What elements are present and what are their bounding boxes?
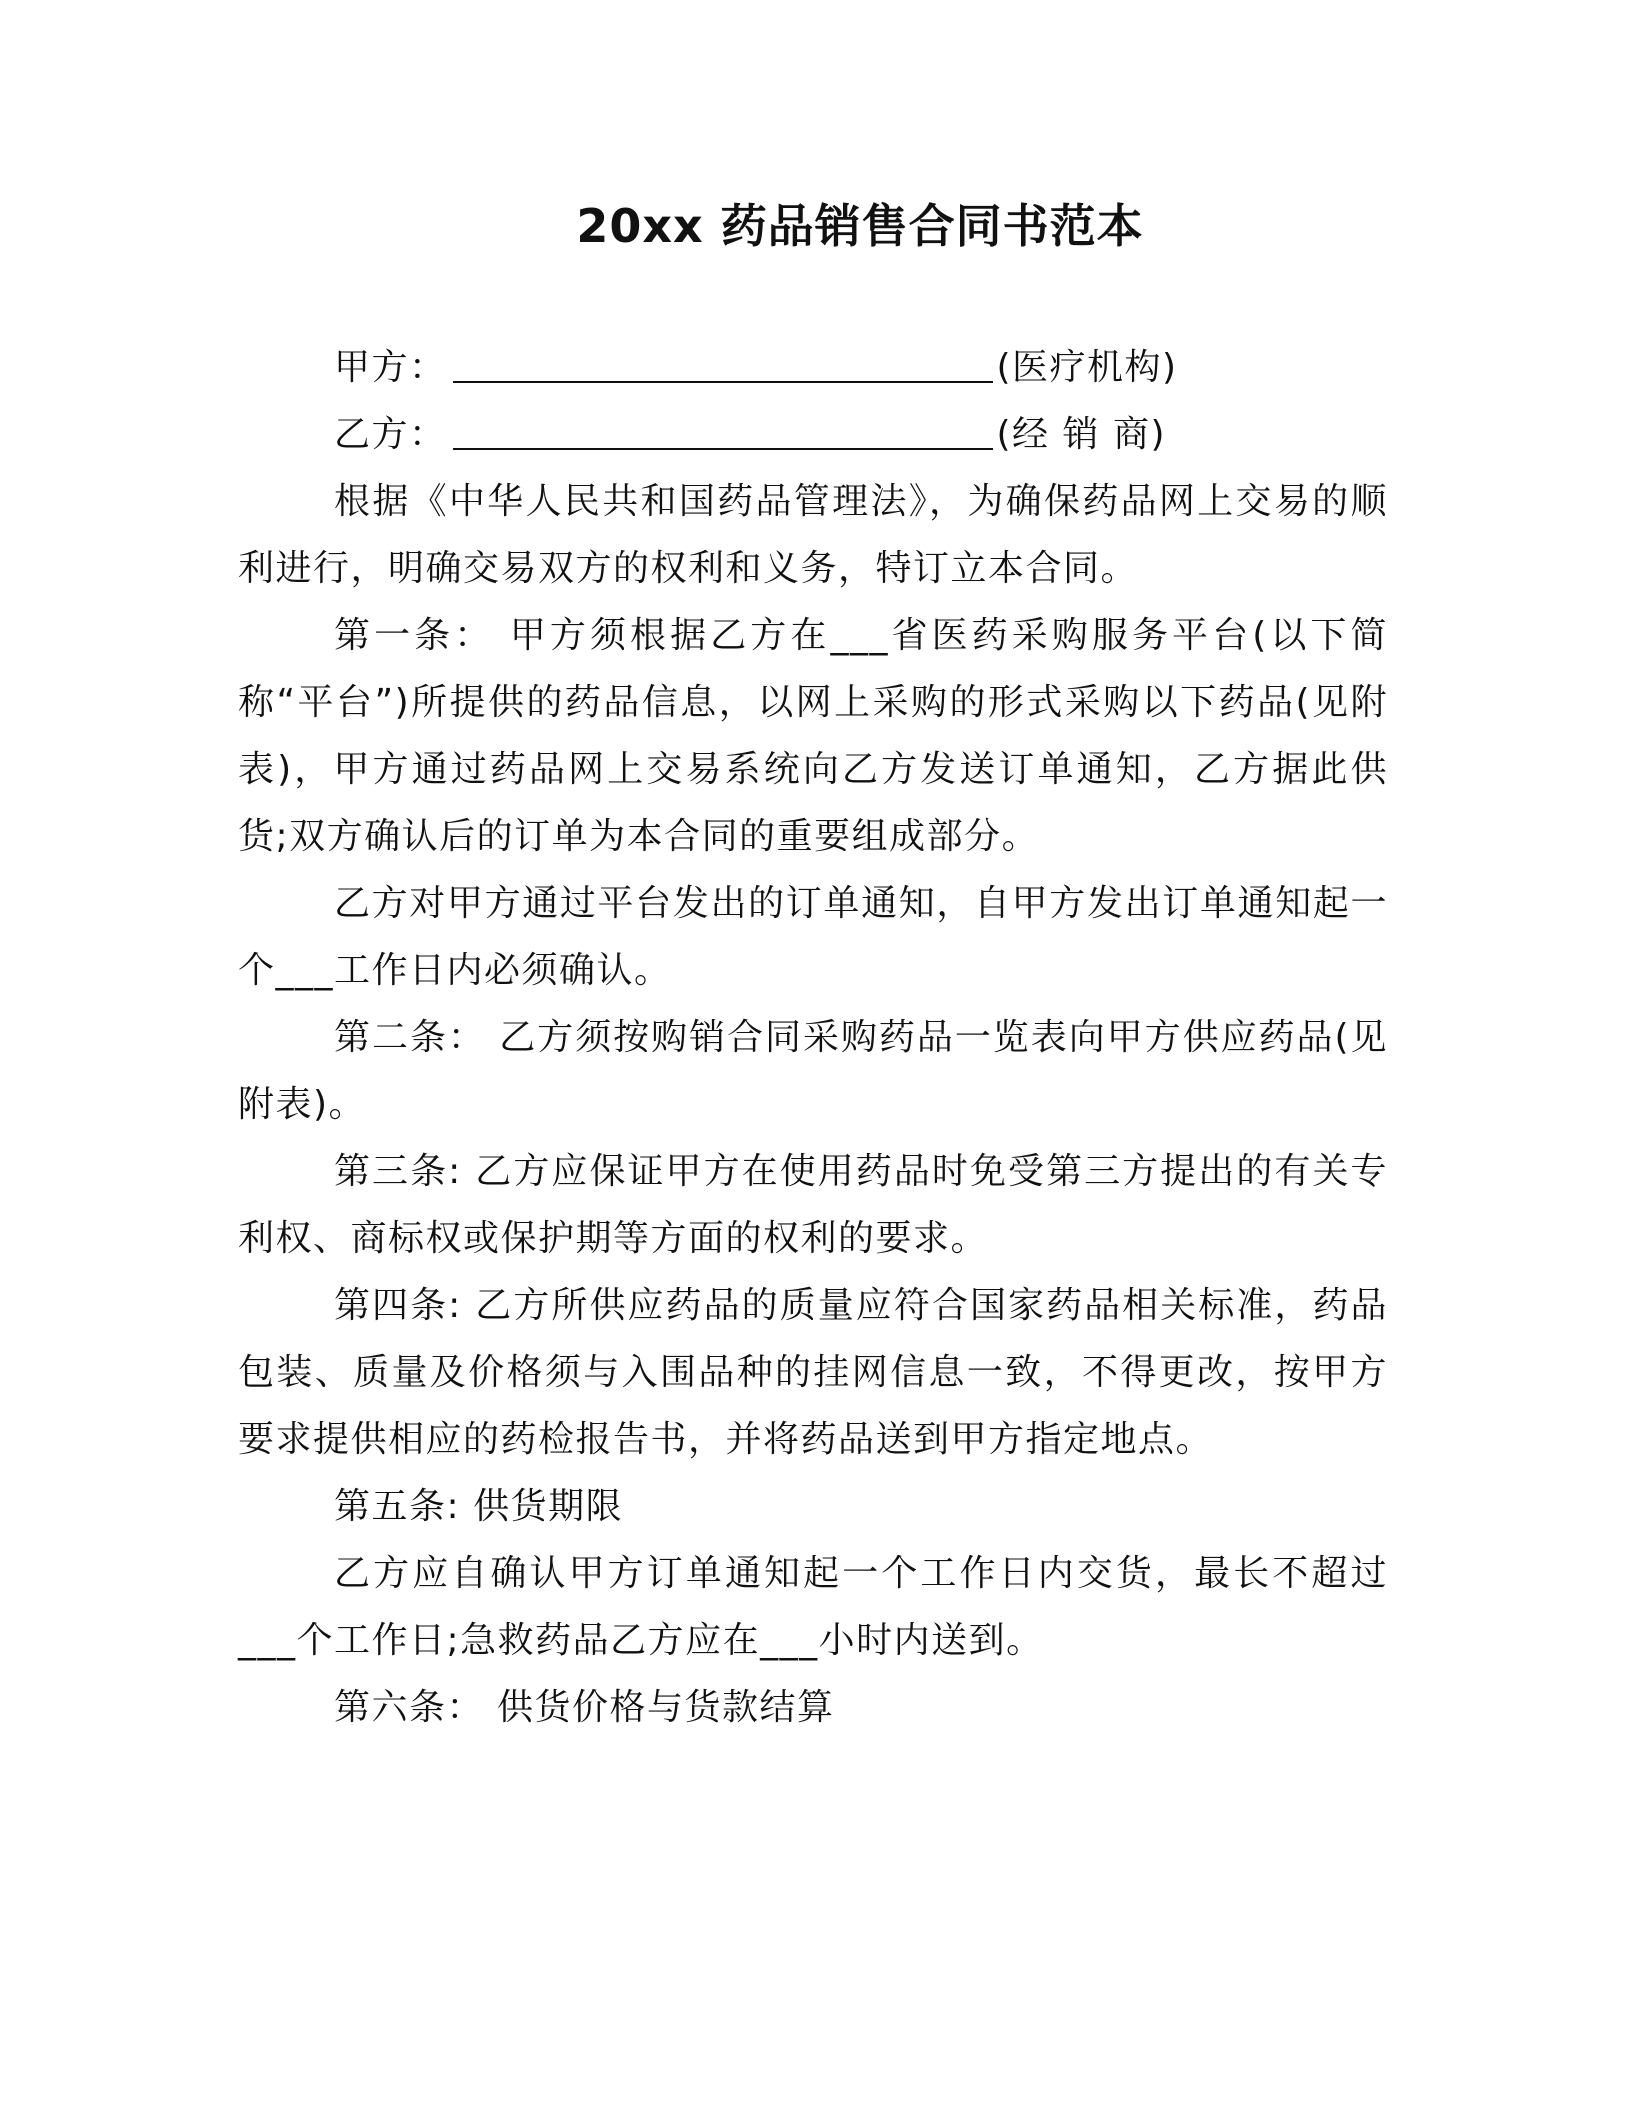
party-a-blank	[453, 345, 993, 383]
preamble-paragraph: 根据《中华人民共和国药品管理法》，为确保药品网上交易的顺利进行，明确交易双方的权利和义务，特订立本合同。	[238, 481, 1388, 589]
party-b-role: (经 销 商)	[996, 414, 1166, 455]
document-body	[238, 334, 1388, 1741]
article-4-paragraph: 第四条: 乙方所供应药品的质量应符合国家药品相关标准，药品包装、质量及价格须与入围品种的挂网信息一致，不得更改，按甲方要求提供相应的药检报告书，并将药品送到甲方指定地点。	[238, 1285, 1388, 1460]
party-a-line	[238, 334, 1388, 401]
party-b-line	[238, 401, 1388, 468]
article-2-paragraph: 第二条： 乙方须按购销合同采购药品一览表向甲方供应药品(见附表)。	[238, 1017, 1388, 1125]
party-b-label: 乙方：	[334, 414, 447, 455]
article-1-confirmation-paragraph: 乙方对甲方通过平台发出的订单通知，自甲方发出订单通知起一个___工作日内必须确认。	[238, 883, 1388, 991]
document-title: 20xx 药品销售合同书范本	[576, 199, 1144, 253]
party-b-blank	[453, 412, 993, 450]
article-1-paragraph: 第一条： 甲方须根据乙方在___省医药采购服务平台(以下简称“平台”)所提供的药品信息，以网上采购的形式采购以下药品(见附表)，甲方通过药品网上交易系统向乙方发送订单通知，乙方据此供货;双方确认后的订单为本合同的重要组成部分。	[238, 615, 1388, 857]
article-5-heading: 第五条: 供货期限	[334, 1486, 624, 1527]
party-a-role: (医疗机构)	[996, 347, 1178, 388]
article-3-paragraph: 第三条: 乙方应保证甲方在使用药品时免受第三方提出的有关专利权、商标权或保护期等方面的权利的要求。	[238, 1151, 1388, 1259]
party-a-label: 甲方：	[334, 347, 447, 388]
article-5-paragraph: 乙方应自确认甲方订单通知起一个工作日内交货，最长不超过___个工作日;急救药品乙方应在___小时内送到。	[238, 1553, 1388, 1661]
article-6-heading: 第六条： 供货价格与货款结算	[334, 1687, 835, 1728]
